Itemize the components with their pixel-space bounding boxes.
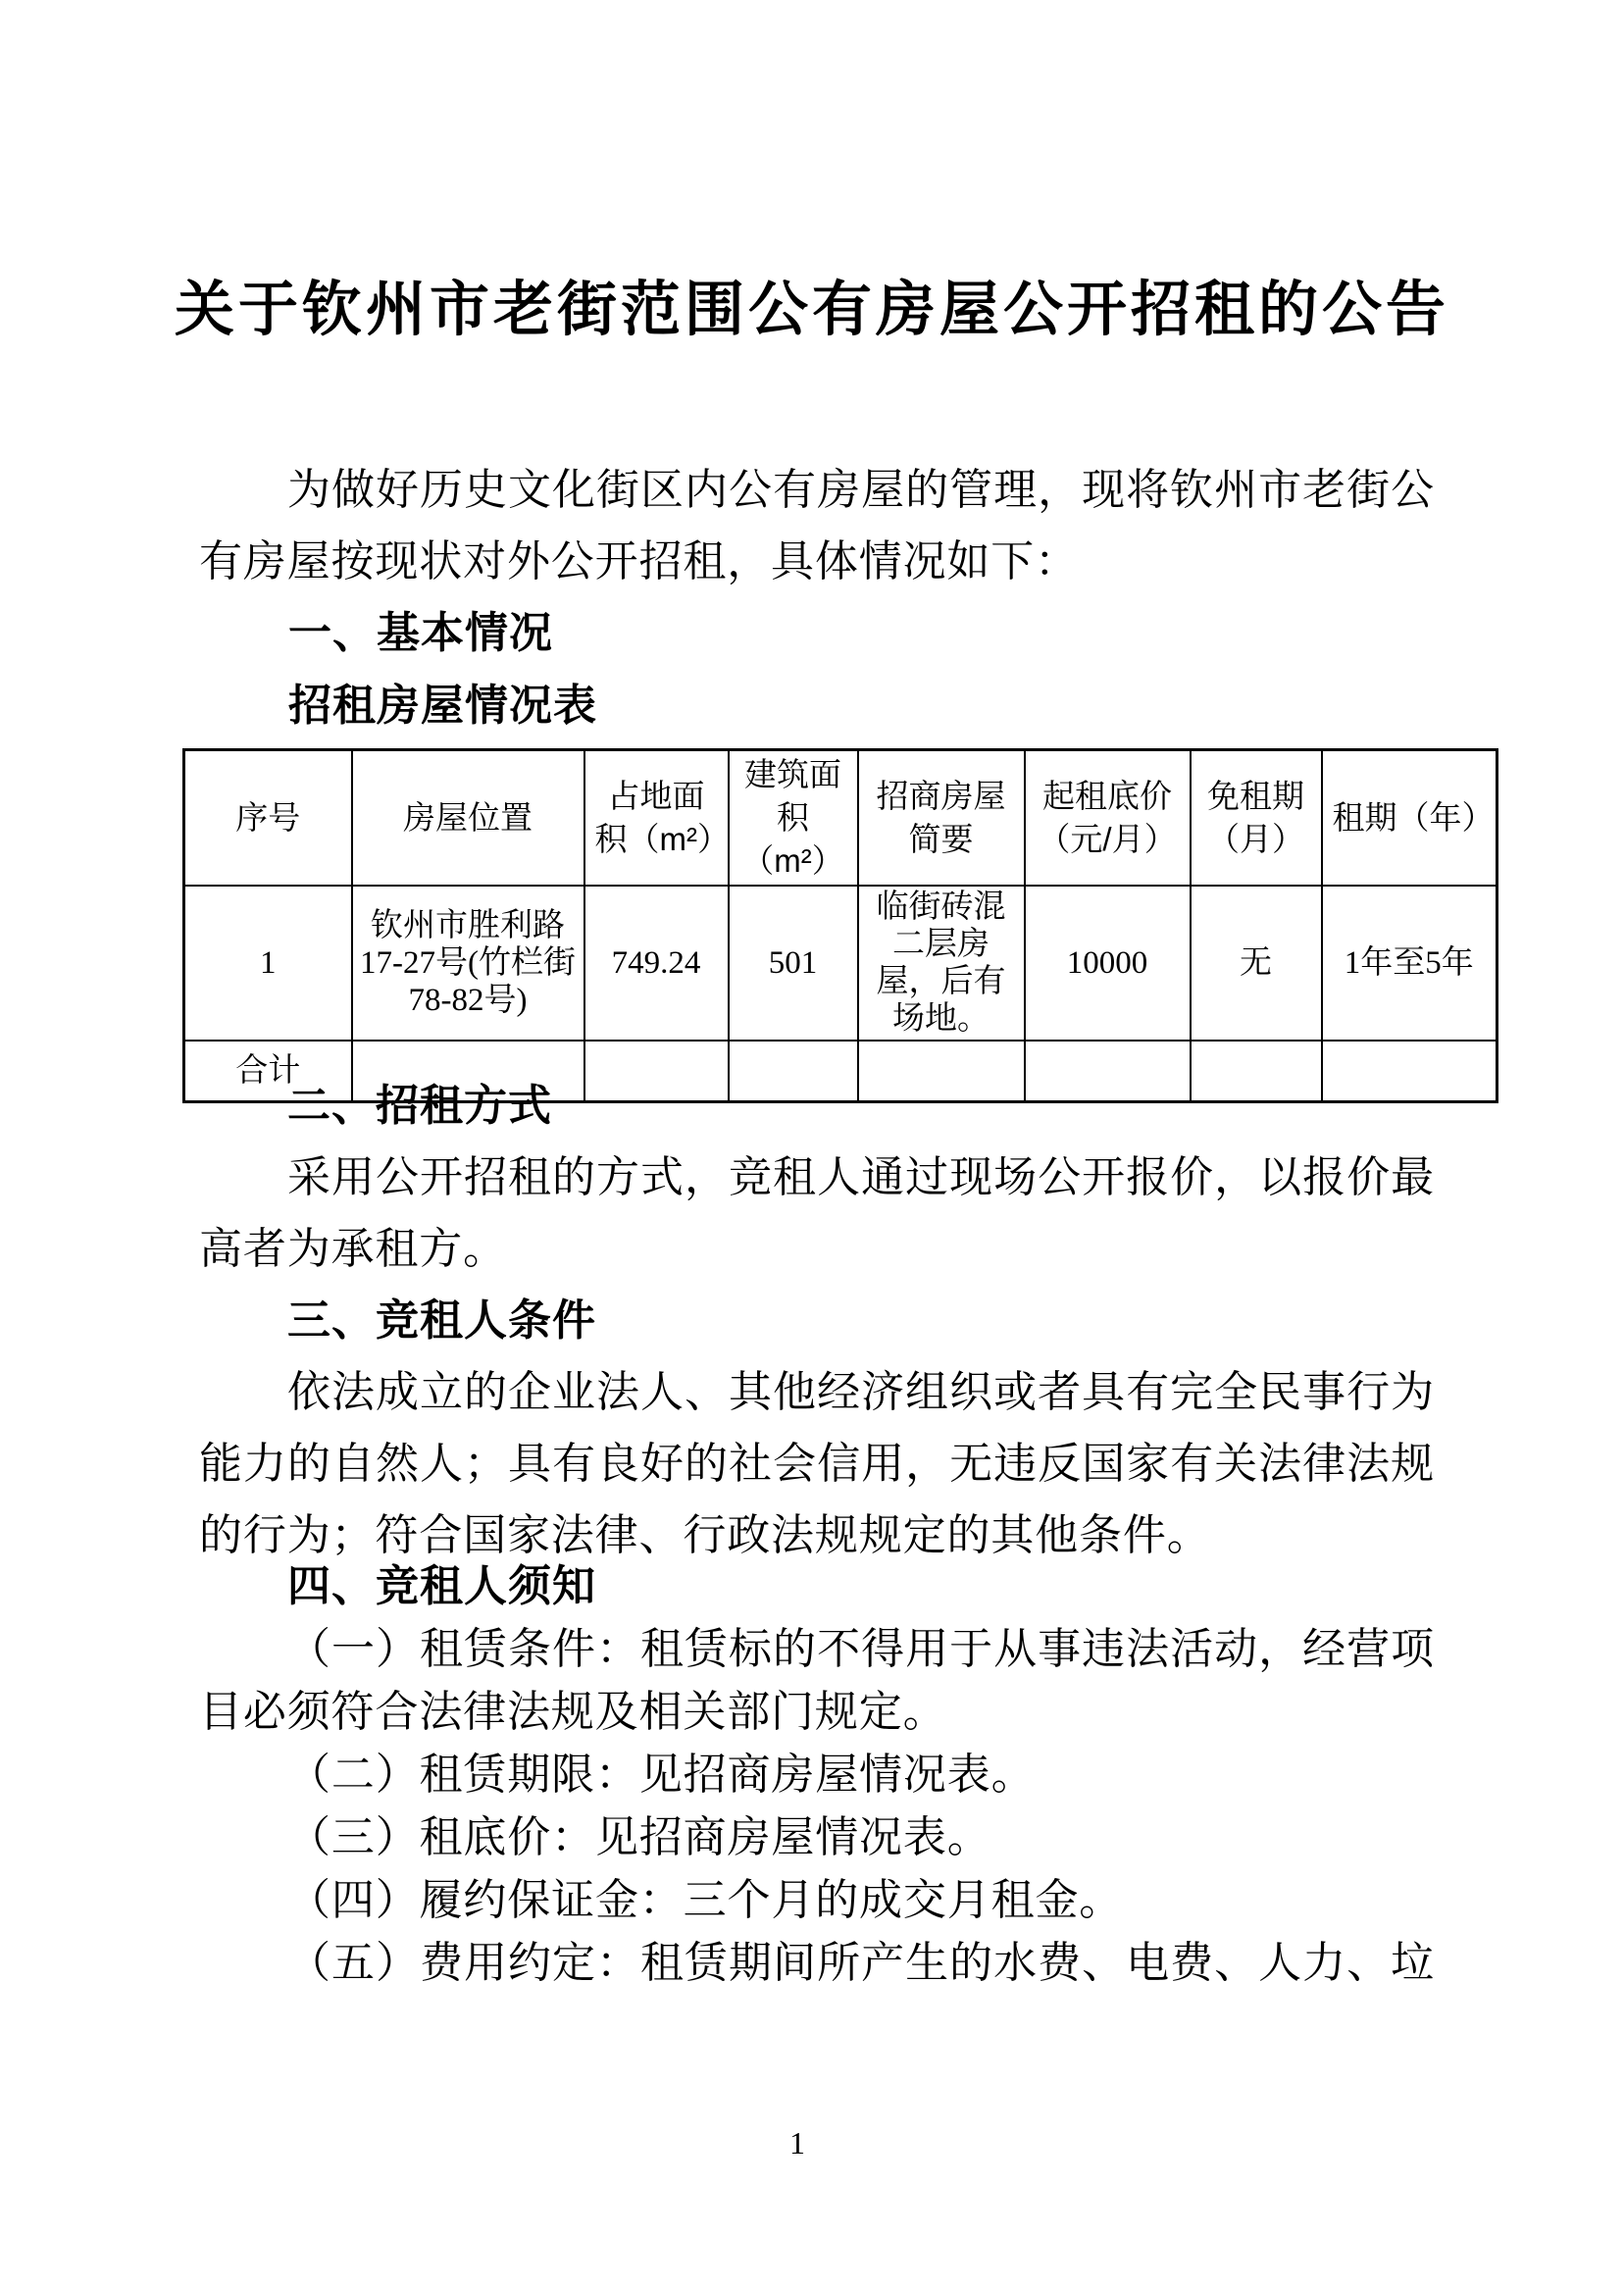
cell-term: 1年至5年 xyxy=(1322,886,1497,1041)
cell-starting-price: 10000 xyxy=(1025,886,1191,1041)
cell-total-label: 合计 xyxy=(184,1041,352,1101)
cell-location: 钦州市胜利路17-27号(竹栏街78-82号) xyxy=(352,886,584,1041)
notice-item-3: （三）租底价：见招商房屋情况表。 xyxy=(287,1813,991,1861)
table-header-row xyxy=(184,750,1497,887)
rental-method-paragraph: 采用公开招租的方式，竞租人通过现场公开报价，以报价最高者为承租方。 xyxy=(199,1153,1435,1273)
notice-item-4: （四）履约保证金：三个月的成交月租金。 xyxy=(287,1876,1124,1924)
column-header-building-area: 建筑面积（m²） xyxy=(729,750,858,887)
notice-item-1: （一）租赁条件：租赁标的不得用于从事违法活动，经营项目必须符合法律法规及相关部门规定。 xyxy=(199,1625,1435,1736)
section-heading-bidder-conditions: 三、竞租人条件 xyxy=(287,1296,596,1345)
cell-building-area: 501 xyxy=(729,886,858,1041)
column-header-location: 房屋位置 xyxy=(352,750,584,887)
notice-item-5: （五）费用约定：租赁期间所产生的水费、电费、人力、垃 xyxy=(287,1939,1435,1987)
notice-item-2: （二）租赁期限：见招商房屋情况表。 xyxy=(287,1751,1036,1799)
cell-rent-free-period: 无 xyxy=(1191,886,1322,1041)
sections-2-3-block xyxy=(199,1070,1435,1571)
column-header-brief: 招商房屋简要 xyxy=(858,750,1025,887)
cell-brief: 临街砖混二层房屋，后有场地。 xyxy=(858,886,1025,1041)
section-heading-rental-method: 二、招租方式 xyxy=(287,1082,552,1130)
section-4-block xyxy=(199,1555,1435,1995)
column-header-rent-free-period: 免租期（月） xyxy=(1191,750,1322,887)
column-header-land-area: 占地面积（m²） xyxy=(584,750,729,887)
document-title: 关于钦州市老街范围公有房屋公开招租的公告 xyxy=(174,275,1449,344)
intro-paragraph: 为做好历史文化街区内公有房屋的管理，现将钦州市老街公有房屋按现状对外公开招租，具体情况如下： xyxy=(199,466,1435,585)
column-header-starting-price: 起租底价（元/月） xyxy=(1025,750,1191,887)
table-caption: 招租房屋情况表 xyxy=(288,682,597,730)
section-heading-bidder-notice: 四、竞租人须知 xyxy=(287,1562,596,1610)
column-header-seq: 序号 xyxy=(184,750,352,887)
intro-block xyxy=(199,454,1435,597)
cell-land-area: 749.24 xyxy=(584,886,729,1041)
rental-housing-table xyxy=(182,748,1498,1103)
page-number: 1 xyxy=(789,2125,805,2160)
column-header-term: 租期（年） xyxy=(1322,750,1497,887)
cell-seq: 1 xyxy=(184,886,352,1041)
bidder-conditions-paragraph: 依法成立的企业法人、其他经济组织或者具有完全民事行为能力的自然人；具有良好的社会信用，无违反国家有关法律法规的行为；符合国家法律、行政法规规定的其他条件。 xyxy=(199,1368,1435,1559)
section-heading-basic-info: 一、基本情况 xyxy=(288,609,553,657)
table-row xyxy=(184,886,1497,1041)
